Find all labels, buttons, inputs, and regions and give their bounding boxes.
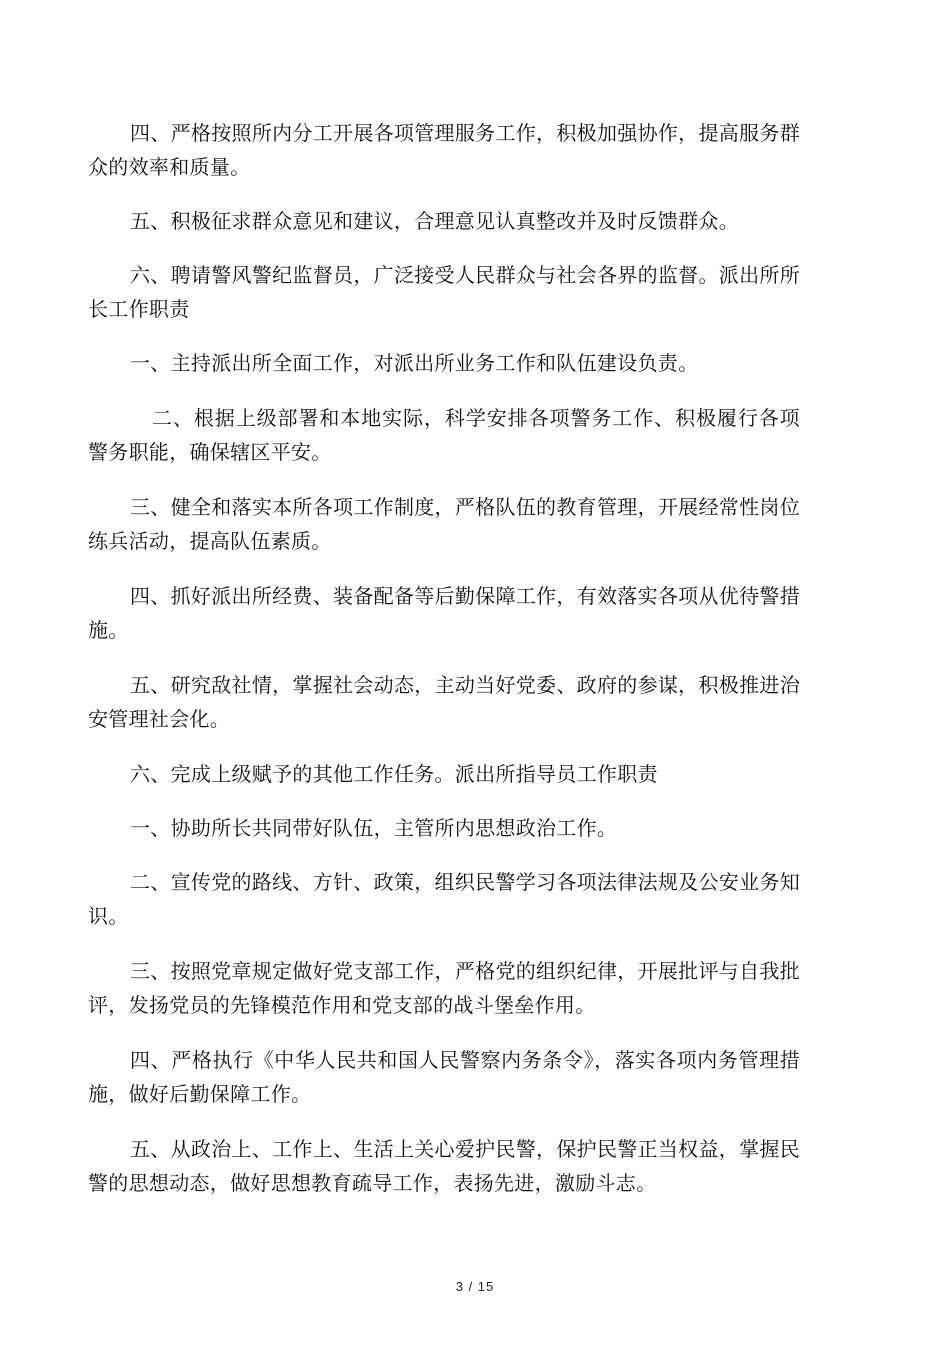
paragraph: 五、从政治上、工作上、生活上关心爱护民警，保护民警正当权益，掌握民警的思想动态，做好思想教育疏导工作，表扬先进，激励斗志。 <box>88 1137 800 1195</box>
paragraph: 三、按照党章规定做好党支部工作，严格党的组织纪律，开展批评与自我批评，发扬党员的先锋模范作用和党支部的战斗堡垒作用。 <box>88 959 800 1017</box>
paragraph: 一、主持派出所全面工作，对派出所业务工作和队伍建设负责。 <box>130 351 699 375</box>
paragraph: 四、严格执行《中华人民共和国人民警察内务条令》，落实各项内务管理措施，做好后勤保障工作。 <box>88 1048 800 1106</box>
paragraph: 二、宣传党的路线、方针、政策，组织民警学习各项法律法规及公安业务知识。 <box>88 870 800 928</box>
paragraph: 六、完成上级赋予的其他工作任务。派出所指导员工作职责 <box>130 762 658 786</box>
paragraph: 四、严格按照所内分工开展各项管理服务工作，积极加强协作，提高服务群众的效率和质量。 <box>88 121 800 179</box>
paragraph: 二、根据上级部署和本地实际，科学安排各项警务工作、积极履行各项警务职能，确保辖区平安。 <box>88 406 800 464</box>
paragraph: 四、抓好派出所经费、装备配备等后勤保障工作，有效落实各项从优待警措施。 <box>88 584 800 642</box>
paragraph: 三、健全和落实本所各项工作制度，严格队伍的教育管理，开展经常性岗位练兵活动，提高队伍素质。 <box>88 495 800 553</box>
paragraph: 五、积极征求群众意见和建议，合理意见认真整改并及时反馈群众。 <box>130 209 739 233</box>
page-number: 3 / 15 <box>455 1279 495 1294</box>
paragraph: 一、协助所长共同带好队伍，主管所内思想政治工作。 <box>130 816 618 840</box>
paragraph: 五、研究敌社情，掌握社会动态，主动当好党委、政府的参谋，积极推进治安管理社会化。 <box>88 673 800 731</box>
paragraph: 六、聘请警风警纪监督员，广泛接受人民群众与社会各界的监督。派出所所长工作职责 <box>88 263 800 321</box>
